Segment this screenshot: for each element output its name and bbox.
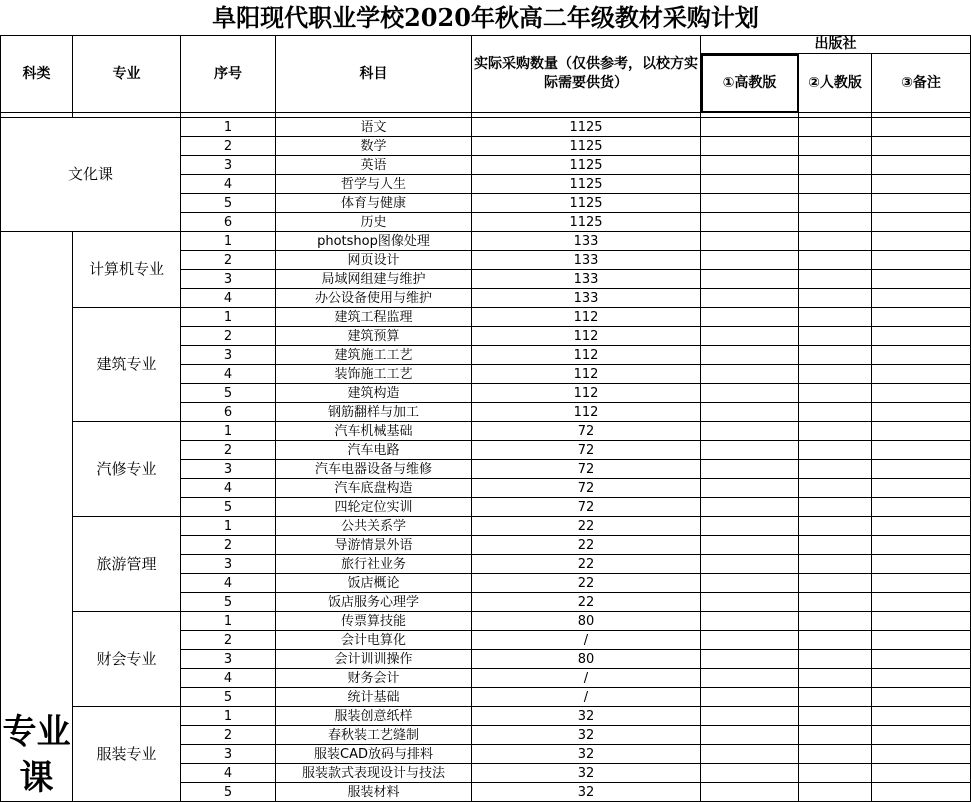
remark-cell	[872, 213, 971, 232]
seq-cell: 3	[181, 650, 276, 669]
pub-renjiao-cell	[799, 308, 872, 327]
remark-cell	[872, 650, 971, 669]
major-label: 财会专业	[73, 612, 181, 707]
quantity-cell: 80	[472, 650, 701, 669]
quantity-cell: 112	[472, 365, 701, 384]
pub-gaojiao-cell	[701, 327, 799, 346]
quantity-cell: 32	[472, 764, 701, 783]
pub-gaojiao-cell	[701, 346, 799, 365]
pub-renjiao-cell	[799, 517, 872, 536]
remark-cell	[872, 745, 971, 764]
quantity-cell: 112	[472, 403, 701, 422]
pub-renjiao-cell	[799, 536, 872, 555]
remark-cell	[872, 289, 971, 308]
pub-gaojiao-cell	[701, 612, 799, 631]
remark-cell	[872, 251, 971, 270]
subject-cell: 汽车电路	[276, 441, 472, 460]
subject-cell: 饭店概论	[276, 574, 472, 593]
pub-gaojiao-cell	[701, 232, 799, 251]
pub-gaojiao-cell	[701, 555, 799, 574]
subject-cell: 会计电算化	[276, 631, 472, 650]
seq-cell: 1	[181, 517, 276, 536]
remark-cell	[872, 403, 971, 422]
seq-cell: 4	[181, 365, 276, 384]
subject-cell: 服装材料	[276, 783, 472, 802]
seq-cell: 1	[181, 118, 276, 137]
major-label: 建筑专业	[73, 308, 181, 422]
seq-cell: 1	[181, 232, 276, 251]
remark-cell	[872, 460, 971, 479]
seq-cell: 2	[181, 251, 276, 270]
remark-cell	[872, 669, 971, 688]
seq-cell: 4	[181, 669, 276, 688]
pub-gaojiao-cell	[701, 745, 799, 764]
pub-gaojiao-cell	[701, 460, 799, 479]
subject-cell: 财务会计	[276, 669, 472, 688]
header-seq: 序号	[181, 36, 276, 113]
subject-cell: 数学	[276, 137, 472, 156]
pub-renjiao-cell	[799, 403, 872, 422]
remark-cell	[872, 612, 971, 631]
remark-cell	[872, 175, 971, 194]
quantity-cell: 133	[472, 251, 701, 270]
table-row	[1, 232, 971, 251]
seq-cell: 6	[181, 403, 276, 422]
pub-renjiao-cell	[799, 631, 872, 650]
remark-cell	[872, 118, 971, 137]
pub-gaojiao-cell	[701, 213, 799, 232]
remark-cell	[872, 593, 971, 612]
seq-cell: 5	[181, 384, 276, 403]
pub-renjiao-cell	[799, 669, 872, 688]
header-subject: 科目	[276, 36, 472, 113]
subject-cell: 网页设计	[276, 251, 472, 270]
seq-cell: 3	[181, 460, 276, 479]
remark-cell	[872, 365, 971, 384]
header-category: 科类	[1, 36, 73, 113]
subject-cell: 汽车底盘构造	[276, 479, 472, 498]
subject-cell: 办公设备使用与维护	[276, 289, 472, 308]
remark-cell	[872, 194, 971, 213]
pub-gaojiao-cell	[701, 365, 799, 384]
header-pub-renjiao: ②人教版	[799, 54, 872, 113]
major-label: 汽修专业	[73, 422, 181, 517]
seq-cell: 5	[181, 783, 276, 802]
subject-cell: 服装CAD放码与排料	[276, 745, 472, 764]
pub-gaojiao-cell	[701, 688, 799, 707]
quantity-cell: 22	[472, 517, 701, 536]
pub-renjiao-cell	[799, 346, 872, 365]
subject-cell: 旅行社业务	[276, 555, 472, 574]
pub-renjiao-cell	[799, 764, 872, 783]
pub-gaojiao-cell	[701, 631, 799, 650]
pub-renjiao-cell	[799, 327, 872, 346]
table-row	[1, 422, 971, 441]
pub-gaojiao-cell	[701, 289, 799, 308]
quantity-cell: 32	[472, 726, 701, 745]
quantity-cell: 22	[472, 536, 701, 555]
remark-cell	[872, 137, 971, 156]
quantity-cell: 72	[472, 498, 701, 517]
table-row	[1, 612, 971, 631]
subject-cell: 建筑施工工艺	[276, 346, 472, 365]
pub-renjiao-cell	[799, 593, 872, 612]
seq-cell: 4	[181, 289, 276, 308]
pub-gaojiao-cell	[701, 194, 799, 213]
pub-renjiao-cell	[799, 118, 872, 137]
pub-renjiao-cell	[799, 726, 872, 745]
quantity-cell: 112	[472, 384, 701, 403]
pub-renjiao-cell	[799, 365, 872, 384]
pub-gaojiao-cell	[701, 270, 799, 289]
pub-gaojiao-cell	[701, 574, 799, 593]
seq-cell: 4	[181, 574, 276, 593]
remark-cell	[872, 783, 971, 802]
remark-cell	[872, 308, 971, 327]
pub-gaojiao-cell	[701, 308, 799, 327]
subject-cell: 钢筋翻样与加工	[276, 403, 472, 422]
seq-cell: 1	[181, 707, 276, 726]
seq-cell: 4	[181, 479, 276, 498]
pub-renjiao-cell	[799, 194, 872, 213]
pub-renjiao-cell	[799, 384, 872, 403]
pub-gaojiao-cell	[701, 650, 799, 669]
pub-renjiao-cell	[799, 650, 872, 669]
subject-cell: 春秋装工艺缝制	[276, 726, 472, 745]
subject-cell: 建筑构造	[276, 384, 472, 403]
quantity-cell: 1125	[472, 175, 701, 194]
header-quantity: 实际采购数量（仅供参考，以校方实际需要供货）	[472, 36, 701, 113]
remark-cell	[872, 422, 971, 441]
quantity-cell: 72	[472, 422, 701, 441]
quantity-cell: 80	[472, 612, 701, 631]
quantity-cell: /	[472, 669, 701, 688]
subject-cell: 汽车机械基础	[276, 422, 472, 441]
seq-cell: 2	[181, 137, 276, 156]
quantity-cell: /	[472, 688, 701, 707]
pub-gaojiao-cell	[701, 669, 799, 688]
remark-cell	[872, 270, 971, 289]
seq-cell: 1	[181, 612, 276, 631]
pub-gaojiao-cell	[701, 175, 799, 194]
seq-cell: 3	[181, 270, 276, 289]
subject-cell: 传票算技能	[276, 612, 472, 631]
sheet-title: 阜阳现代职业学校2020年秋高二年级教材采购计划	[212, 3, 759, 32]
remark-cell	[872, 156, 971, 175]
subject-cell: 英语	[276, 156, 472, 175]
subject-cell: 公共关系学	[276, 517, 472, 536]
pub-gaojiao-cell	[701, 764, 799, 783]
subject-cell: 汽车电器设备与维修	[276, 460, 472, 479]
remark-cell	[872, 517, 971, 536]
procurement-table	[0, 35, 971, 802]
pub-gaojiao-cell	[701, 498, 799, 517]
subject-cell: 建筑工程监理	[276, 308, 472, 327]
pub-gaojiao-cell	[701, 536, 799, 555]
pub-gaojiao-cell	[701, 441, 799, 460]
pub-renjiao-cell	[799, 612, 872, 631]
major-label: 计算机专业	[73, 232, 181, 308]
quantity-cell: 22	[472, 574, 701, 593]
pub-renjiao-cell	[799, 574, 872, 593]
pub-renjiao-cell	[799, 175, 872, 194]
remark-cell	[872, 441, 971, 460]
quantity-cell: 32	[472, 707, 701, 726]
quantity-cell: 112	[472, 327, 701, 346]
seq-cell: 1	[181, 308, 276, 327]
seq-cell: 5	[181, 688, 276, 707]
seq-cell: 5	[181, 593, 276, 612]
quantity-cell: 1125	[472, 213, 701, 232]
pub-gaojiao-cell	[701, 251, 799, 270]
pub-renjiao-cell	[799, 498, 872, 517]
pub-gaojiao-cell	[701, 593, 799, 612]
header-publisher: 出版社	[701, 36, 971, 54]
quantity-cell: 112	[472, 346, 701, 365]
seq-cell: 3	[181, 745, 276, 764]
pub-gaojiao-cell	[701, 517, 799, 536]
remark-cell	[872, 346, 971, 365]
pub-renjiao-cell	[799, 137, 872, 156]
table-row	[1, 517, 971, 536]
remark-cell	[872, 498, 971, 517]
seq-cell: 5	[181, 194, 276, 213]
remark-cell	[872, 384, 971, 403]
seq-cell: 2	[181, 631, 276, 650]
subject-cell: 语文	[276, 118, 472, 137]
culture-category-label: 文化课	[1, 118, 181, 232]
pub-gaojiao-cell	[701, 707, 799, 726]
subject-cell: 服装创意纸样	[276, 707, 472, 726]
subject-cell: 历史	[276, 213, 472, 232]
pub-gaojiao-cell	[701, 422, 799, 441]
quantity-cell: 72	[472, 460, 701, 479]
professional-category-label: 专业课	[1, 232, 73, 802]
seq-cell: 4	[181, 764, 276, 783]
table-row	[1, 308, 971, 327]
seq-cell: 3	[181, 156, 276, 175]
quantity-cell: /	[472, 631, 701, 650]
quantity-cell: 22	[472, 593, 701, 612]
remark-cell	[872, 479, 971, 498]
subject-cell: 会计训训操作	[276, 650, 472, 669]
quantity-cell: 1125	[472, 137, 701, 156]
pub-renjiao-cell	[799, 460, 872, 479]
pub-renjiao-cell	[799, 745, 872, 764]
subject-cell: photshop图像处理	[276, 232, 472, 251]
subject-cell: 导游情景外语	[276, 536, 472, 555]
quantity-cell: 32	[472, 745, 701, 764]
header-major: 专业	[73, 36, 181, 113]
remark-cell	[872, 688, 971, 707]
pub-renjiao-cell	[799, 479, 872, 498]
remark-cell	[872, 726, 971, 745]
pub-gaojiao-cell	[701, 403, 799, 422]
pub-renjiao-cell	[799, 422, 872, 441]
pub-renjiao-cell	[799, 213, 872, 232]
seq-cell: 3	[181, 555, 276, 574]
seq-cell: 2	[181, 327, 276, 346]
pub-renjiao-cell	[799, 251, 872, 270]
table-row	[1, 118, 971, 137]
table-row	[1, 707, 971, 726]
pub-renjiao-cell	[799, 289, 872, 308]
quantity-cell: 72	[472, 479, 701, 498]
pub-renjiao-cell	[799, 783, 872, 802]
major-label: 服装专业	[73, 707, 181, 802]
remark-cell	[872, 631, 971, 650]
remark-cell	[872, 707, 971, 726]
quantity-cell: 1125	[472, 118, 701, 137]
quantity-cell: 133	[472, 270, 701, 289]
subject-cell: 体育与健康	[276, 194, 472, 213]
pub-renjiao-cell	[799, 707, 872, 726]
pub-gaojiao-cell	[701, 384, 799, 403]
pub-renjiao-cell	[799, 441, 872, 460]
pub-renjiao-cell	[799, 688, 872, 707]
subject-cell: 服装款式表现设计与技法	[276, 764, 472, 783]
remark-cell	[872, 536, 971, 555]
quantity-cell: 72	[472, 441, 701, 460]
seq-cell: 2	[181, 536, 276, 555]
major-label: 旅游管理	[73, 517, 181, 612]
remark-cell	[872, 764, 971, 783]
remark-cell	[872, 555, 971, 574]
subject-cell: 装饰施工工艺	[276, 365, 472, 384]
quantity-cell: 22	[472, 555, 701, 574]
pub-renjiao-cell	[799, 156, 872, 175]
subject-cell: 建筑预算	[276, 327, 472, 346]
pub-gaojiao-cell	[701, 783, 799, 802]
pub-renjiao-cell	[799, 232, 872, 251]
pub-gaojiao-cell	[701, 137, 799, 156]
remark-cell	[872, 327, 971, 346]
seq-cell: 6	[181, 213, 276, 232]
pub-gaojiao-cell	[701, 118, 799, 137]
seq-cell: 5	[181, 498, 276, 517]
pub-gaojiao-cell	[701, 479, 799, 498]
subject-cell: 四轮定位实训	[276, 498, 472, 517]
seq-cell: 2	[181, 441, 276, 460]
quantity-cell: 112	[472, 308, 701, 327]
subject-cell: 饭店服务心理学	[276, 593, 472, 612]
pub-renjiao-cell	[799, 270, 872, 289]
seq-cell: 2	[181, 726, 276, 745]
quantity-cell: 1125	[472, 156, 701, 175]
remark-cell	[872, 232, 971, 251]
pub-renjiao-cell	[799, 555, 872, 574]
subject-cell: 局域网组建与维护	[276, 270, 472, 289]
quantity-cell: 133	[472, 289, 701, 308]
pub-gaojiao-cell	[701, 726, 799, 745]
quantity-cell: 32	[472, 783, 701, 802]
subject-cell: 统计基础	[276, 688, 472, 707]
header-pub-remark: ③备注	[872, 54, 971, 113]
seq-cell: 1	[181, 422, 276, 441]
table-body	[1, 113, 971, 802]
remark-cell	[872, 574, 971, 593]
quantity-cell: 133	[472, 232, 701, 251]
header-pub-gaojiao[interactable]: ①高教版	[701, 54, 799, 113]
subject-cell: 哲学与人生	[276, 175, 472, 194]
quantity-cell: 1125	[472, 194, 701, 213]
pub-gaojiao-cell	[701, 156, 799, 175]
seq-cell: 3	[181, 346, 276, 365]
seq-cell: 4	[181, 175, 276, 194]
